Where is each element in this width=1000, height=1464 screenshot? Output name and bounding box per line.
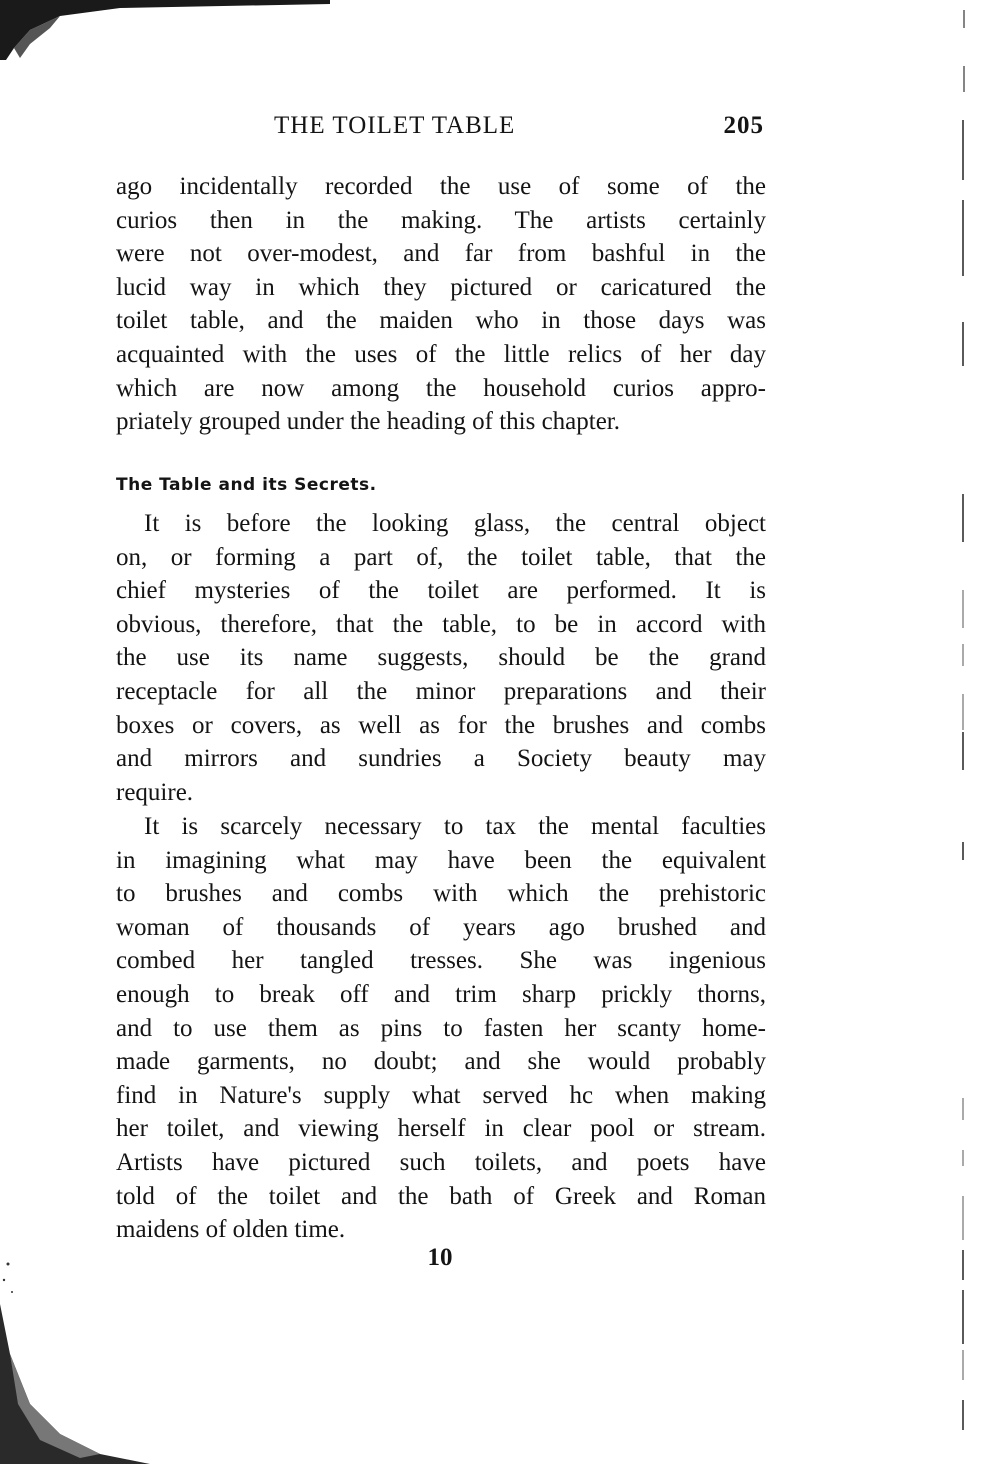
- text-line: and to use them as pins to fasten her scanty home-: [116, 1014, 766, 1042]
- paragraph-1: [116, 170, 766, 439]
- text-line: combed her tangled tresses. She was ingenious: [116, 947, 766, 975]
- text-line: curios then in the making. The artists certainly: [116, 206, 766, 234]
- text-line: told of the toilet and the bath of Greek and Roman: [116, 1182, 766, 1210]
- text-line: acquainted with the uses of the little relics of her day: [116, 340, 766, 368]
- text-line: her toilet, and viewing herself in clear pool or stream.: [116, 1115, 766, 1143]
- text-line: were not over-modest, and far from bashful in the: [116, 240, 766, 268]
- text-line: receptacle for all the minor preparations and their: [116, 677, 766, 705]
- page-number: 205: [723, 112, 764, 139]
- signature-mark: 10: [427, 1244, 453, 1271]
- scan-shadow-top: [0, 0, 330, 60]
- text-line: maidens of olden time.: [116, 1216, 346, 1244]
- section-heading: The Table and its Secrets.: [116, 475, 377, 495]
- text-line: the use its name suggests, should be the grand: [116, 644, 766, 672]
- text-line: boxes or covers, as well as for the brushes and combs: [116, 711, 766, 739]
- text-line: obvious, therefore, that the table, to be in accord with: [116, 610, 766, 638]
- text-line: which are now among the household curios appro-: [116, 374, 766, 402]
- scan-shadow-bottom: [0, 1244, 150, 1464]
- text-line: to brushes and combs with which the prehistoric: [116, 880, 766, 908]
- scan-edge-line: [955, 0, 975, 1464]
- text-line: made garments, no doubt; and she would probably: [116, 1048, 766, 1076]
- text-line: lucid way in which they pictured or caricatured the: [116, 273, 766, 301]
- running-header: [270, 112, 764, 152]
- text-line: woman of thousands of years ago brushed and: [116, 913, 766, 941]
- text-line: It is before the looking glass, the central object: [144, 510, 766, 537]
- running-title: THE TOILET TABLE: [274, 112, 516, 139]
- text-line: Artists have pictured such toilets, and poets have: [116, 1148, 766, 1176]
- text-line: and mirrors and sundries a Society beauty may: [116, 745, 766, 773]
- text-line: ago incidentally recorded the use of some of the: [116, 173, 766, 200]
- text-line: on, or forming a part of, the toilet table, that the: [116, 543, 766, 571]
- text-line: find in Nature's supply what served hc when making: [116, 1081, 766, 1109]
- text-line: chief mysteries of the toilet are performed. It is: [116, 577, 766, 605]
- text-line: in imagining what may have been the equivalent: [116, 846, 766, 874]
- paragraph-2: [116, 507, 766, 809]
- text-line: require.: [116, 778, 194, 806]
- text-line: priately grouped under the heading of this chapter.: [116, 408, 621, 436]
- text-line: It is scarcely necessary to tax the mental faculties: [144, 813, 766, 840]
- paragraph-3: [116, 810, 766, 1247]
- text-line: toilet table, and the maiden who in those days was: [116, 307, 766, 335]
- text-line: enough to break off and trim sharp prickly thorns,: [116, 980, 766, 1008]
